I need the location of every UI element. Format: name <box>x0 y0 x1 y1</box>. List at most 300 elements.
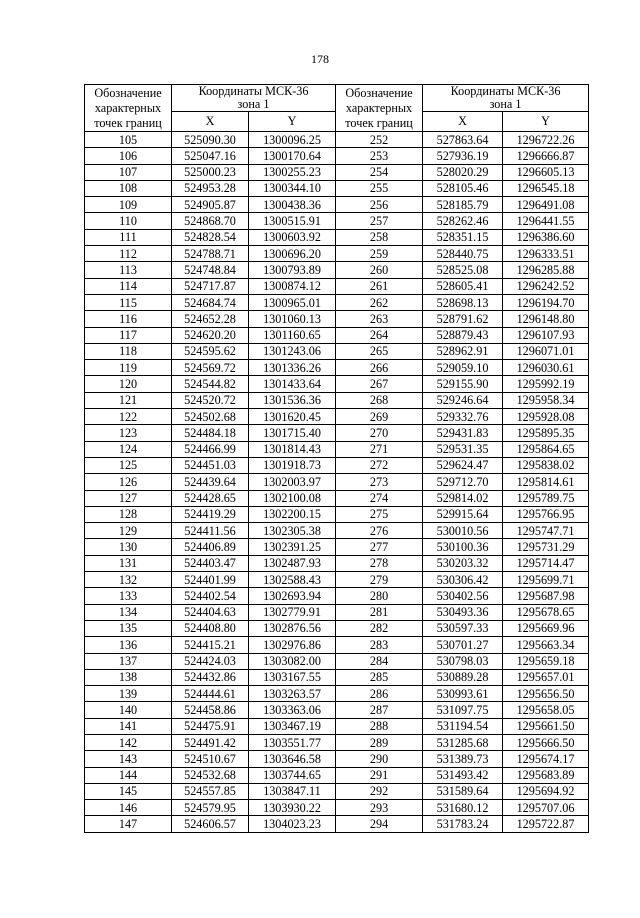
table-row <box>85 246 589 262</box>
x-coord-left: 524569.72 <box>172 360 249 376</box>
y-coord-right: 1295657.01 <box>503 669 589 685</box>
point-id-left: 141 <box>85 718 172 734</box>
y-coord-left: 1301814.43 <box>249 441 336 457</box>
x-coord-right: 528791.62 <box>423 311 503 327</box>
point-id-right: 252 <box>336 132 423 148</box>
x-coord-left: 524520.72 <box>172 392 249 408</box>
point-id-left: 108 <box>85 180 172 196</box>
y-coord-left: 1302976.86 <box>249 637 336 653</box>
x-coord-left: 524953.28 <box>172 180 249 196</box>
y-coord-left: 1300793.89 <box>249 262 336 278</box>
table-row <box>85 604 589 620</box>
x-coord-left: 524408.80 <box>172 620 249 636</box>
x-coord-right: 527863.64 <box>423 132 503 148</box>
point-id-left: 118 <box>85 343 172 359</box>
table-row <box>85 343 589 359</box>
point-id-right: 271 <box>336 441 423 457</box>
point-id-right: 291 <box>336 767 423 783</box>
point-id-left: 130 <box>85 539 172 555</box>
point-id-right: 289 <box>336 734 423 750</box>
point-id-right: 256 <box>336 197 423 213</box>
x-coord-left: 524411.56 <box>172 523 249 539</box>
table-row <box>85 653 589 669</box>
point-id-left: 105 <box>85 132 172 148</box>
point-id-right: 269 <box>336 409 423 425</box>
y-coord-left: 1301715.40 <box>249 425 336 441</box>
x-coord-left: 524652.28 <box>172 311 249 327</box>
x-coord-left: 524415.21 <box>172 637 249 653</box>
y-coord-left: 1302391.25 <box>249 539 336 555</box>
x-coord-left: 524717.87 <box>172 278 249 294</box>
point-id-right: 282 <box>336 620 423 636</box>
point-id-left: 116 <box>85 311 172 327</box>
point-id-left: 139 <box>85 686 172 702</box>
y-coord-left: 1302588.43 <box>249 572 336 588</box>
point-id-right: 267 <box>336 376 423 392</box>
table-row <box>85 490 589 506</box>
table-row <box>85 409 589 425</box>
coordinates-table <box>84 84 589 833</box>
y-coord-left: 1303646.58 <box>249 751 336 767</box>
x-coord-right: 531783.24 <box>423 816 503 832</box>
coordinates-table-body <box>85 132 589 833</box>
point-id-right: 281 <box>336 604 423 620</box>
point-id-right: 288 <box>336 718 423 734</box>
coord-group-header-right <box>423 85 589 112</box>
y-coord-right: 1296107.93 <box>503 327 589 343</box>
point-id-right: 285 <box>336 669 423 685</box>
point-id-left: 123 <box>85 425 172 441</box>
y-coord-right: 1296441.55 <box>503 213 589 229</box>
point-id-right: 279 <box>336 572 423 588</box>
x-coord-right: 528605.41 <box>423 278 503 294</box>
x-coord-left: 524406.89 <box>172 539 249 555</box>
y-coord-right: 1296071.01 <box>503 343 589 359</box>
header-line: зона 1 <box>237 97 270 111</box>
table-row <box>85 229 589 245</box>
table-row <box>85 686 589 702</box>
x-coord-left: 524606.57 <box>172 816 249 832</box>
point-id-right: 284 <box>336 653 423 669</box>
y-coord-right: 1295669.96 <box>503 620 589 636</box>
table-row <box>85 278 589 294</box>
y-coord-right: 1296285.88 <box>503 262 589 278</box>
y-coord-right: 1296545.18 <box>503 180 589 196</box>
point-id-left: 120 <box>85 376 172 392</box>
point-id-left: 124 <box>85 441 172 457</box>
point-id-right: 270 <box>336 425 423 441</box>
y-coord-right: 1295658.05 <box>503 702 589 718</box>
y-coord-left: 1301433.64 <box>249 376 336 392</box>
y-coord-right: 1295838.02 <box>503 457 589 473</box>
point-id-left: 109 <box>85 197 172 213</box>
x-coord-right: 530402.56 <box>423 588 503 604</box>
y-coord-right: 1295656.50 <box>503 686 589 702</box>
y-coord-left: 1300096.25 <box>249 132 336 148</box>
point-id-left: 117 <box>85 327 172 343</box>
y-coord-left: 1301336.26 <box>249 360 336 376</box>
y-coord-left: 1302487.93 <box>249 555 336 571</box>
point-id-left: 147 <box>85 816 172 832</box>
table-row <box>85 392 589 408</box>
point-id-right: 277 <box>336 539 423 555</box>
y-coord-right: 1295895.35 <box>503 425 589 441</box>
point-id-left: 145 <box>85 783 172 799</box>
y-coord-right: 1295663.34 <box>503 637 589 653</box>
table-row <box>85 523 589 539</box>
x-coord-right: 529155.90 <box>423 376 503 392</box>
point-id-left: 110 <box>85 213 172 229</box>
x-coord-right: 529246.64 <box>423 392 503 408</box>
point-id-left: 143 <box>85 751 172 767</box>
x-coord-right: 528351.15 <box>423 229 503 245</box>
x-header-left: X <box>172 112 249 132</box>
x-coord-left: 524788.71 <box>172 246 249 262</box>
y-coord-left: 1302003.97 <box>249 474 336 490</box>
point-id-right: 260 <box>336 262 423 278</box>
page-number: 178 <box>311 52 329 66</box>
x-coord-right: 529332.76 <box>423 409 503 425</box>
point-id-right: 290 <box>336 751 423 767</box>
point-id-right: 292 <box>336 783 423 799</box>
point-id-right: 274 <box>336 490 423 506</box>
table-row <box>85 180 589 196</box>
x-coord-right: 530798.03 <box>423 653 503 669</box>
y-coord-left: 1300696.20 <box>249 246 336 262</box>
point-id-left: 129 <box>85 523 172 539</box>
y-coord-left: 1301160.65 <box>249 327 336 343</box>
y-coord-left: 1303263.57 <box>249 686 336 702</box>
point-id-right: 263 <box>336 311 423 327</box>
table-row <box>85 132 589 148</box>
table-row <box>85 539 589 555</box>
point-id-left: 119 <box>85 360 172 376</box>
point-id-left: 126 <box>85 474 172 490</box>
table-row <box>85 783 589 799</box>
y-coord-right: 1296491.08 <box>503 197 589 213</box>
x-header-right: X <box>423 112 503 132</box>
x-coord-left: 524424.03 <box>172 653 249 669</box>
y-coord-right: 1295694.92 <box>503 783 589 799</box>
y-coord-right: 1295992.19 <box>503 376 589 392</box>
y-coord-right: 1295714.47 <box>503 555 589 571</box>
header-line: Координаты МСК-36 <box>450 84 561 98</box>
x-coord-left: 524620.20 <box>172 327 249 343</box>
point-id-left: 122 <box>85 409 172 425</box>
x-coord-right: 530203.32 <box>423 555 503 571</box>
table-row <box>85 311 589 327</box>
y-coord-right: 1296148.80 <box>503 311 589 327</box>
y-coord-left: 1303744.65 <box>249 767 336 783</box>
x-coord-right: 529624.47 <box>423 457 503 473</box>
x-coord-left: 524684.74 <box>172 294 249 310</box>
x-coord-right: 527936.19 <box>423 148 503 164</box>
x-coord-right: 528962.91 <box>423 343 503 359</box>
y-coord-left: 1302100.08 <box>249 490 336 506</box>
point-id-right: 261 <box>336 278 423 294</box>
table-row <box>85 441 589 457</box>
table-row <box>85 360 589 376</box>
y-coord-right: 1296386.60 <box>503 229 589 245</box>
x-coord-right: 528698.13 <box>423 294 503 310</box>
point-id-left: 114 <box>85 278 172 294</box>
x-coord-right: 529531.35 <box>423 441 503 457</box>
table-row <box>85 620 589 636</box>
y-coord-right: 1296030.61 <box>503 360 589 376</box>
x-coord-left: 524458.86 <box>172 702 249 718</box>
x-coord-right: 531097.75 <box>423 702 503 718</box>
x-coord-right: 529431.83 <box>423 425 503 441</box>
point-id-left: 137 <box>85 653 172 669</box>
x-coord-right: 531493.42 <box>423 767 503 783</box>
x-coord-right: 528525.08 <box>423 262 503 278</box>
x-coord-right: 528262.46 <box>423 213 503 229</box>
y-coord-right: 1296333.51 <box>503 246 589 262</box>
x-coord-left: 524510.67 <box>172 751 249 767</box>
table-row <box>85 262 589 278</box>
y-header-left: Y <box>249 112 336 132</box>
point-id-right: 286 <box>336 686 423 702</box>
x-coord-left: 524868.70 <box>172 213 249 229</box>
x-coord-right: 528105.46 <box>423 180 503 196</box>
table-row <box>85 734 589 750</box>
x-coord-right: 530010.56 <box>423 523 503 539</box>
x-coord-left: 524557.85 <box>172 783 249 799</box>
point-id-left: 125 <box>85 457 172 473</box>
y-coord-right: 1296194.70 <box>503 294 589 310</box>
header-line: Обозначение <box>94 85 162 100</box>
y-coord-left: 1303551.77 <box>249 734 336 750</box>
y-coord-left: 1301243.06 <box>249 343 336 359</box>
x-coord-right: 531285.68 <box>423 734 503 750</box>
x-coord-right: 530100.36 <box>423 539 503 555</box>
point-id-left: 135 <box>85 620 172 636</box>
table-row <box>85 327 589 343</box>
table-row <box>85 457 589 473</box>
table-row <box>85 718 589 734</box>
x-coord-left: 524402.54 <box>172 588 249 604</box>
y-coord-left: 1302200.15 <box>249 506 336 522</box>
table-row <box>85 213 589 229</box>
y-coord-right: 1296666.87 <box>503 148 589 164</box>
x-coord-left: 524579.95 <box>172 800 249 816</box>
point-id-left: 127 <box>85 490 172 506</box>
table-row <box>85 148 589 164</box>
x-coord-left: 524475.91 <box>172 718 249 734</box>
point-id-right: 259 <box>336 246 423 262</box>
point-id-right: 253 <box>336 148 423 164</box>
point-id-left: 134 <box>85 604 172 620</box>
point-id-left: 106 <box>85 148 172 164</box>
y-coord-left: 1301536.36 <box>249 392 336 408</box>
header-line: Обозначение <box>345 85 413 100</box>
x-coord-left: 524502.68 <box>172 409 249 425</box>
table-row <box>85 816 589 832</box>
header-line: точек границ <box>94 115 162 130</box>
y-coord-left: 1303082.00 <box>249 653 336 669</box>
point-id-right: 254 <box>336 164 423 180</box>
point-label-header-left <box>85 85 172 132</box>
point-label-header-right <box>336 85 423 132</box>
x-coord-right: 528879.43 <box>423 327 503 343</box>
x-coord-left: 524532.68 <box>172 767 249 783</box>
table-row <box>85 506 589 522</box>
y-coord-right: 1295722.87 <box>503 816 589 832</box>
header-line: характерных <box>345 100 413 115</box>
x-coord-right: 528440.75 <box>423 246 503 262</box>
table-row <box>85 164 589 180</box>
y-coord-right: 1295958.34 <box>503 392 589 408</box>
point-id-left: 107 <box>85 164 172 180</box>
table-row <box>85 751 589 767</box>
header-line: точек границ <box>345 115 413 130</box>
point-id-right: 273 <box>336 474 423 490</box>
x-coord-right: 531680.12 <box>423 800 503 816</box>
x-coord-left: 525000.23 <box>172 164 249 180</box>
point-id-right: 272 <box>336 457 423 473</box>
coord-group-header-left <box>172 85 336 112</box>
y-coord-left: 1300515.91 <box>249 213 336 229</box>
x-coord-left: 524491.42 <box>172 734 249 750</box>
x-coord-right: 530993.61 <box>423 686 503 702</box>
x-coord-left: 525047.16 <box>172 148 249 164</box>
y-coord-left: 1302779.91 <box>249 604 336 620</box>
x-coord-right: 529915.64 <box>423 506 503 522</box>
y-coord-right: 1295699.71 <box>503 572 589 588</box>
y-coord-right: 1295747.71 <box>503 523 589 539</box>
y-coord-right: 1296242.52 <box>503 278 589 294</box>
y-coord-right: 1295928.08 <box>503 409 589 425</box>
x-coord-left: 524905.87 <box>172 197 249 213</box>
point-id-left: 146 <box>85 800 172 816</box>
x-coord-right: 530701.27 <box>423 637 503 653</box>
table-row <box>85 637 589 653</box>
y-coord-right: 1295683.89 <box>503 767 589 783</box>
point-id-left: 142 <box>85 734 172 750</box>
table-row <box>85 294 589 310</box>
y-coord-left: 1300170.64 <box>249 148 336 164</box>
table-row <box>85 474 589 490</box>
y-coord-left: 1301060.13 <box>249 311 336 327</box>
y-coord-left: 1302693.94 <box>249 588 336 604</box>
point-id-left: 111 <box>85 229 172 245</box>
x-coord-right: 528020.29 <box>423 164 503 180</box>
x-coord-left: 524404.63 <box>172 604 249 620</box>
y-coord-right: 1295687.98 <box>503 588 589 604</box>
point-id-right: 278 <box>336 555 423 571</box>
point-id-right: 280 <box>336 588 423 604</box>
point-id-right: 294 <box>336 816 423 832</box>
y-header-right: Y <box>503 112 589 132</box>
x-coord-right: 528185.79 <box>423 197 503 213</box>
x-coord-right: 531589.64 <box>423 783 503 799</box>
x-coord-left: 524544.82 <box>172 376 249 392</box>
table-row <box>85 800 589 816</box>
y-coord-left: 1303847.11 <box>249 783 336 799</box>
point-id-left: 121 <box>85 392 172 408</box>
y-coord-left: 1300603.92 <box>249 229 336 245</box>
x-coord-right: 530889.28 <box>423 669 503 685</box>
header-line: характерных <box>94 100 162 115</box>
x-coord-left: 525090.30 <box>172 132 249 148</box>
point-id-left: 140 <box>85 702 172 718</box>
table-row <box>85 702 589 718</box>
y-coord-left: 1302305.38 <box>249 523 336 539</box>
y-coord-left: 1301620.45 <box>249 409 336 425</box>
x-coord-left: 524432.86 <box>172 669 249 685</box>
point-id-left: 132 <box>85 572 172 588</box>
table-row <box>85 669 589 685</box>
y-coord-left: 1302876.56 <box>249 620 336 636</box>
x-coord-left: 524484.18 <box>172 425 249 441</box>
y-coord-right: 1295766.95 <box>503 506 589 522</box>
y-coord-right: 1296605.13 <box>503 164 589 180</box>
table-row <box>85 767 589 783</box>
y-coord-left: 1300255.23 <box>249 164 336 180</box>
y-coord-left: 1300874.12 <box>249 278 336 294</box>
point-id-right: 276 <box>336 523 423 539</box>
y-coord-right: 1295814.61 <box>503 474 589 490</box>
point-id-right: 266 <box>336 360 423 376</box>
y-coord-left: 1300965.01 <box>249 294 336 310</box>
point-id-right: 265 <box>336 343 423 359</box>
point-id-right: 275 <box>336 506 423 522</box>
x-coord-left: 524403.47 <box>172 555 249 571</box>
point-id-right: 293 <box>336 800 423 816</box>
table-row <box>85 425 589 441</box>
x-coord-right: 531194.54 <box>423 718 503 734</box>
x-coord-right: 531389.73 <box>423 751 503 767</box>
point-id-left: 144 <box>85 767 172 783</box>
x-coord-right: 530493.36 <box>423 604 503 620</box>
header-line: зона 1 <box>489 97 522 111</box>
y-coord-right: 1295674.17 <box>503 751 589 767</box>
header-line: Координаты МСК-36 <box>198 84 309 98</box>
point-id-right: 287 <box>336 702 423 718</box>
point-id-left: 131 <box>85 555 172 571</box>
point-id-left: 113 <box>85 262 172 278</box>
y-coord-right: 1295666.50 <box>503 734 589 750</box>
x-coord-left: 524748.84 <box>172 262 249 278</box>
x-coord-left: 524419.29 <box>172 506 249 522</box>
y-coord-left: 1303167.55 <box>249 669 336 685</box>
x-coord-left: 524828.54 <box>172 229 249 245</box>
y-coord-left: 1304023.23 <box>249 816 336 832</box>
point-id-left: 128 <box>85 506 172 522</box>
point-id-left: 136 <box>85 637 172 653</box>
y-coord-left: 1303363.06 <box>249 702 336 718</box>
y-coord-right: 1295678.65 <box>503 604 589 620</box>
point-id-left: 138 <box>85 669 172 685</box>
x-coord-left: 524439.64 <box>172 474 249 490</box>
table-row <box>85 376 589 392</box>
point-id-right: 262 <box>336 294 423 310</box>
x-coord-right: 529712.70 <box>423 474 503 490</box>
table-row <box>85 197 589 213</box>
y-coord-left: 1303930.22 <box>249 800 336 816</box>
point-id-right: 264 <box>336 327 423 343</box>
y-coord-right: 1295661.50 <box>503 718 589 734</box>
point-id-right: 268 <box>336 392 423 408</box>
x-coord-right: 530597.33 <box>423 620 503 636</box>
y-coord-left: 1303467.19 <box>249 718 336 734</box>
x-coord-left: 524466.99 <box>172 441 249 457</box>
x-coord-left: 524428.65 <box>172 490 249 506</box>
y-coord-left: 1301918.73 <box>249 457 336 473</box>
y-coord-right: 1295731.29 <box>503 539 589 555</box>
point-id-right: 257 <box>336 213 423 229</box>
y-coord-left: 1300344.10 <box>249 180 336 196</box>
